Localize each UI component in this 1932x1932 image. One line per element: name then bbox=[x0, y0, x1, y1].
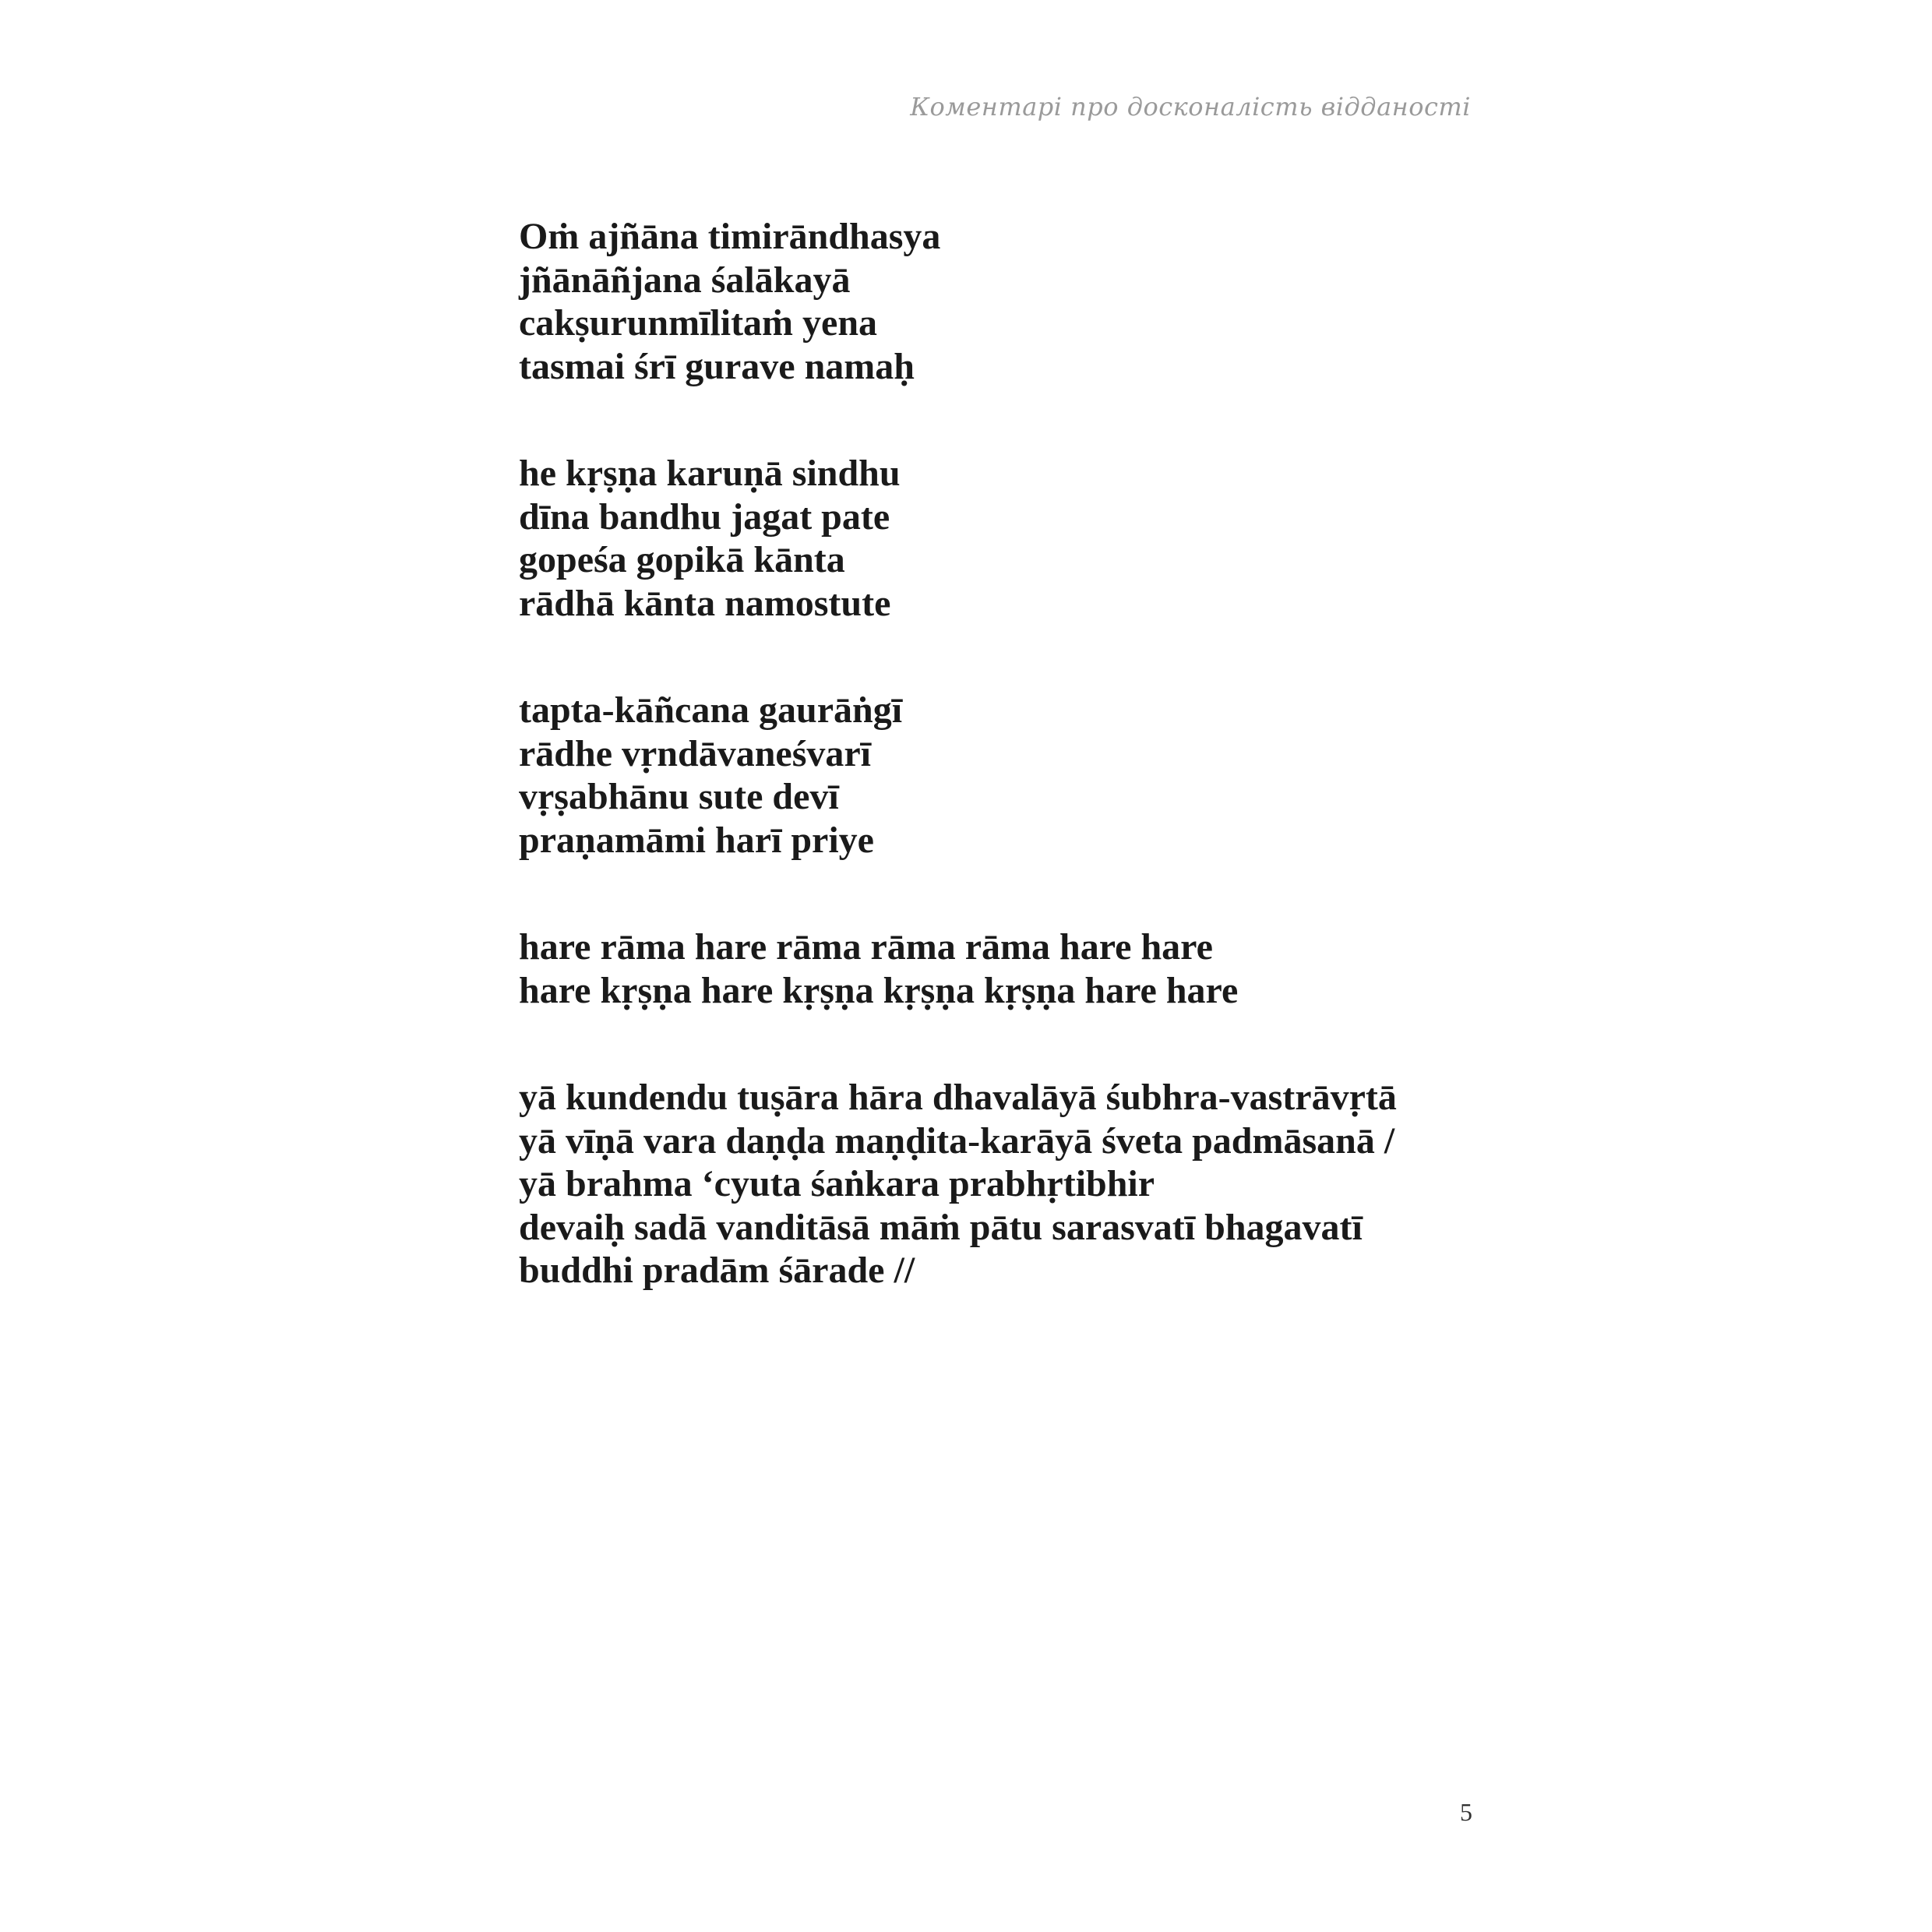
verse-line: hare kṛṣṇa hare kṛṣṇa kṛṣṇa kṛṣṇa hare hare bbox=[519, 969, 1239, 1011]
verse-line: praṇamāmi harī priye bbox=[519, 819, 874, 861]
verse-line: tapta-kāñcana gaurāṅgī bbox=[519, 689, 903, 731]
page-number: 5 bbox=[1460, 1798, 1472, 1826]
stanza-5 bbox=[519, 1076, 1477, 1292]
verse-line: dīna bandhu jagat pate bbox=[519, 495, 890, 538]
verse-line: Oṁ ajñāna timirāndhasya bbox=[519, 216, 941, 257]
verse-line: yā kundendu tuṣāra hāra dhavalāyā śubhra-vastrāvṛtā bbox=[519, 1077, 1397, 1118]
verse-line: hare rāma hare rāma rāma rāma hare hare bbox=[519, 926, 1213, 968]
verse-line: rādhā kānta namostute bbox=[519, 582, 891, 624]
verse-line: tasmai śrī gurave namaḥ bbox=[519, 345, 915, 387]
verse-line: cakṣurunmīlitaṁ yena bbox=[519, 302, 878, 344]
running-head-title: Коментарі про досконалість відданості bbox=[910, 92, 1471, 122]
verse-line: yā vīṇā vara daṇḍa maṇḍita-karāyā śveta padmāsanā / bbox=[519, 1119, 1395, 1162]
verse-line: he kṛṣṇa karuṇā sindhu bbox=[519, 453, 901, 494]
verse-line: yā brahma ‘cyuta śaṅkara prabhṛtibhir bbox=[519, 1163, 1155, 1204]
stanza-3 bbox=[519, 689, 1477, 862]
verse-line: devaiḥ sadā vanditāsā māṁ pātu sarasvatī bhagavatī bbox=[519, 1206, 1363, 1248]
verse-line: vṛṣabhānu sute devī bbox=[519, 776, 839, 817]
stanza-4 bbox=[519, 925, 1477, 1012]
stanza-2 bbox=[519, 452, 1477, 625]
verse-line: gopeśa gopikā kānta bbox=[519, 539, 845, 580]
stanza-1 bbox=[519, 215, 1477, 388]
verse-line: rādhe vṛndāvaneśvarī bbox=[519, 732, 872, 774]
verse-block bbox=[519, 215, 1477, 1356]
verse-line: jñānāñjana śalākayā bbox=[519, 259, 851, 301]
verse-line: buddhi pradām śārade // bbox=[519, 1250, 915, 1291]
